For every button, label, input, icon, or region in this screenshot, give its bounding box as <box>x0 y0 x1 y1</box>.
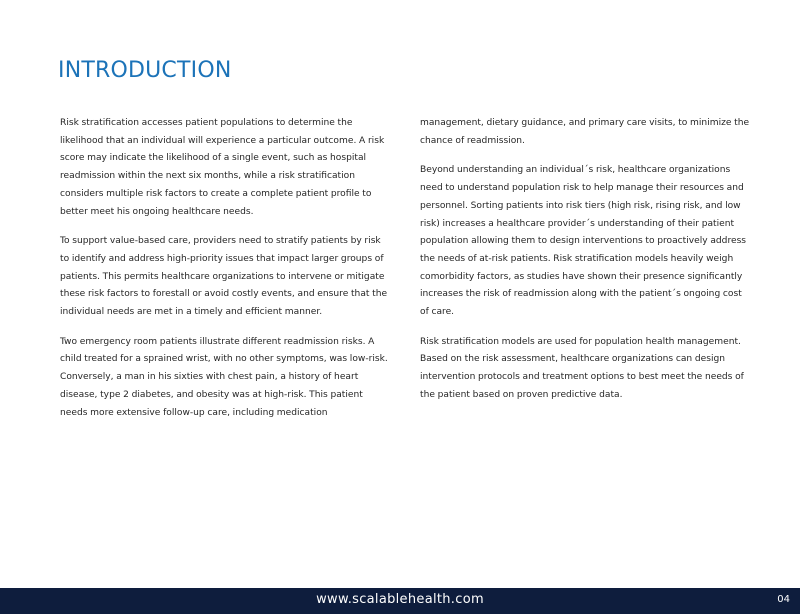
paragraph: Risk stratification models are used for population health management. Based on the risk assessment, healthcare organizations can design intervention protocols and treatment options to best meet the needs of the patient based on proven predictive data. <box>420 336 744 400</box>
paragraph: Two emergency room patients illustrate different readmission risks. A child treated for a sprained wrist, with no other symptoms, was low-risk. Conversely, a man in his sixties with chest pain, a history of heart disease, type 2 diabetes, and obesity was at high-risk. This patient needs more extensive follow-up care, including medication <box>60 336 388 418</box>
paragraph: management, dietary guidance, and primary care visits, to minimize the chance of readmission. <box>420 118 750 146</box>
paragraph: Risk stratification accesses patient populations to determine the likelihood that an individual will experience a particular outcome. A risk score may indicate the likelihood of a single event, such as hospital readmission within the next six months, while a risk stratification considers multiple risk factors to create a complete patient profile to better meet his ongoing healthcare needs. <box>60 118 385 217</box>
right-column <box>420 115 750 417</box>
page-title: INTRODUCTION <box>58 58 232 83</box>
left-column <box>60 115 390 434</box>
page-number: 04 <box>777 594 790 605</box>
footer-website-link[interactable]: www.scalablehealth.com <box>316 592 484 607</box>
footer-bar <box>0 588 800 614</box>
paragraph: To support value-based care, providers need to stratify patients by risk to identify and address high-priority issues that impact larger groups of patients. This permits healthcare organizations to intervene or mitigate these risk factors to forestall or avoid costly events, and ensure that the individual needs are met in a timely and efficient manner. <box>60 236 388 318</box>
paragraph: Beyond understanding an individual´s risk, healthcare organizations need to understand population risk to help manage their resources and personnel. Sorting patients into risk tiers (high risk, rising risk, and low risk) increases a healthcare provider´s understanding of their patient population allowing them to design interventions to proactively address the needs of at-risk patients. Risk stratification models heavily weigh comorbidity factors, as studies have shown their presence significantly increases the risk of readmission along with the patient´s ongoing cost of care. <box>420 165 747 318</box>
